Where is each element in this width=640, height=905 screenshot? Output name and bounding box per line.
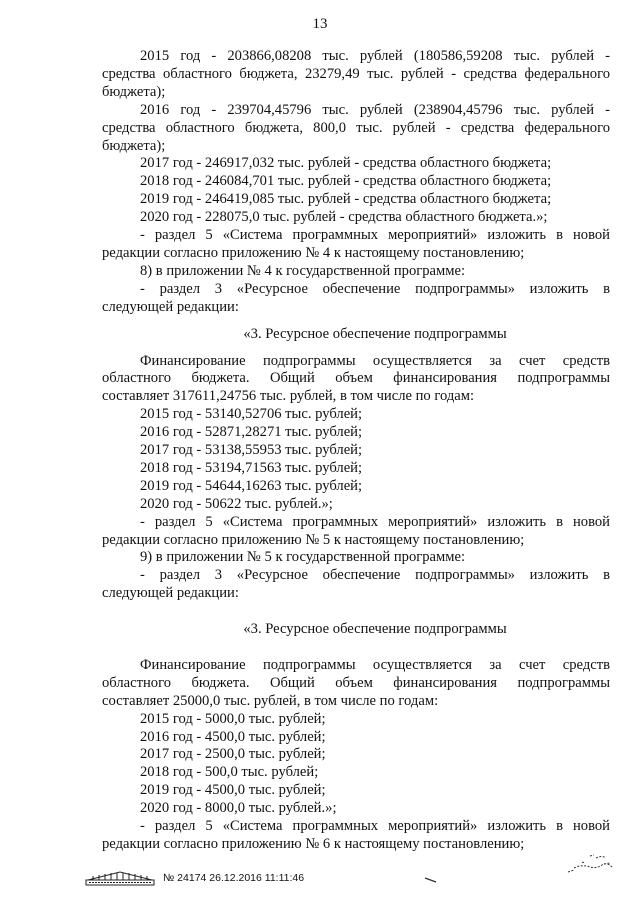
text-line: 2017 год - 53138,55953 тыс. рублей; — [140, 442, 363, 459]
text-line: средства областного бюджета, 23279,49 тыс. рублей - средства федерального — [102, 65, 610, 82]
text-line: составляет 317611,24756 тыс. рублей, в том числе по годам: — [102, 388, 475, 405]
text-line: следующей редакции: — [102, 585, 239, 602]
spacer — [102, 603, 610, 621]
text-line: 2019 год - 4500,0 тыс. рублей; — [140, 782, 326, 799]
text-line: 2017 год - 246917,032 тыс. рублей - средства областного бюджета; — [140, 155, 552, 172]
text-line: областного бюджета. Общий объем финансирования подпрограммы — [102, 370, 610, 387]
text-line: - раздел 5 «Система программных мероприятий» изложить в новой — [140, 818, 610, 835]
text-line: Финансирование подпрограммы осуществляется за счет средств — [140, 352, 610, 369]
text-line: 2020 год - 50622 тыс. рублей.»; — [140, 495, 333, 512]
text-line: 2016 год - 239704,45796 тыс. рублей (238904,45796 тыс. рублей - — [140, 101, 610, 118]
text-line: бюджета); — [102, 137, 166, 154]
handwritten-mark-icon — [560, 848, 620, 878]
text-line: 2015 год - 203866,08208 тыс. рублей (180586,59208 тыс. рублей - — [140, 48, 610, 64]
text-line: 2016 год - 52871,28271 тыс. рублей; — [140, 424, 363, 441]
spacer — [102, 639, 610, 657]
text-line: следующей редакции: — [102, 298, 239, 315]
text-line: 2018 год - 246084,701 тыс. рублей - средства областного бюджета; — [140, 173, 552, 190]
text-line: редакции согласно приложению № 6 к настоящему постановлению; — [102, 835, 525, 852]
text-line: 2015 год - 5000,0 тыс. рублей; — [140, 710, 326, 727]
text-line: - раздел 5 «Система программных мероприятий» изложить в новой — [140, 513, 610, 530]
spacer — [102, 317, 610, 326]
text-line: - раздел 3 «Ресурсное обеспечение подпрограммы» изложить в — [140, 280, 610, 297]
text-line: 2020 год - 228075,0 тыс. рублей - средства областного бюджета.»; — [140, 209, 548, 226]
text-line: редакции согласно приложению № 4 к настоящему постановлению; — [102, 244, 525, 261]
text-line: областного бюджета. Общий объем финансирования подпрограммы — [102, 674, 610, 691]
text-line: бюджета); — [102, 83, 166, 100]
text-line: редакции согласно приложению № 5 к настоящему постановлению; — [102, 531, 525, 548]
text-line: 2020 год - 8000,0 тыс. рублей.»; — [140, 800, 337, 817]
document-body — [102, 48, 610, 854]
document-footer — [85, 868, 555, 888]
text-line: 2016 год - 4500,0 тыс. рублей; — [140, 728, 326, 745]
text-line: средства областного бюджета, 800,0 тыс. рублей - средства федерального — [102, 119, 610, 136]
text-line: составляет 25000,0 тыс. рублей, в том числе по годам: — [102, 692, 439, 709]
text-line: 2018 год - 53194,71563 тыс. рублей; — [140, 459, 363, 476]
dash-mark-icon — [424, 876, 438, 884]
text-line: 9) в приложении № 5 к государственной программе: — [140, 549, 466, 566]
text-line: 2018 год - 500,0 тыс. рублей; — [140, 764, 319, 781]
section-heading: «3. Ресурсное обеспечение подпрограммы — [243, 325, 507, 342]
text-line: 2015 год - 53140,52706 тыс. рублей; — [140, 406, 363, 423]
spacer — [102, 344, 610, 353]
text-line: 8) в приложении № 4 к государственной программе: — [140, 262, 466, 279]
text-line: - раздел 5 «Система программных мероприятий» изложить в новой — [140, 227, 610, 244]
document-registration-info: № 24174 26.12.2016 11:11:46 — [163, 872, 305, 884]
text-line: 2019 год - 246419,085 тыс. рублей - средства областного бюджета; — [140, 191, 552, 208]
building-stamp-icon — [85, 870, 155, 886]
text-line: Финансирование подпрограммы осуществляется за счет средств — [140, 656, 610, 673]
text-line: - раздел 3 «Ресурсное обеспечение подпрограммы» изложить в — [140, 567, 610, 584]
text-line: 2019 год - 54644,16263 тыс. рублей; — [140, 477, 363, 494]
page-number: 13 — [312, 16, 328, 32]
text-line: 2017 год - 2500,0 тыс. рублей; — [140, 746, 326, 763]
section-heading: «3. Ресурсное обеспечение подпрограммы — [243, 621, 507, 638]
